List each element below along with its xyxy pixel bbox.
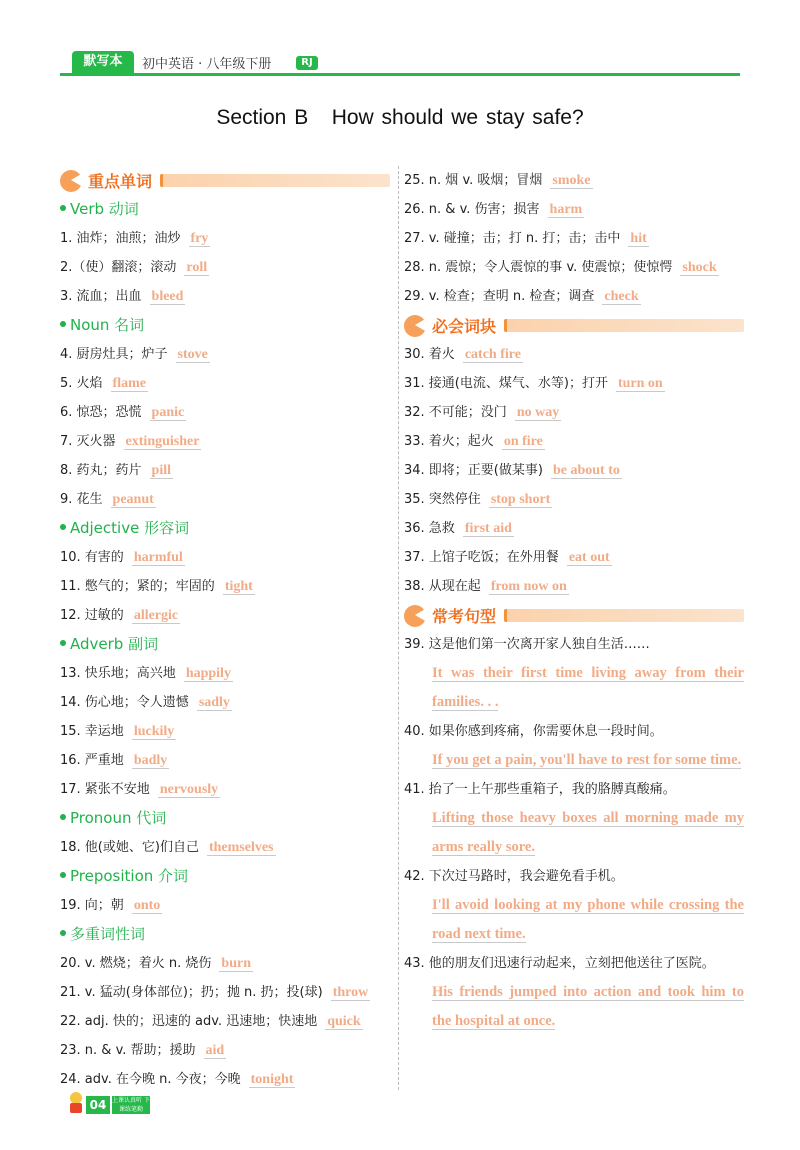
vocab-item <box>404 398 744 427</box>
vocab-prompt: 23. n. & v. 帮助；援助 <box>60 1043 196 1058</box>
vocab-prompt: 21. v. 猛动(身体部位)；扔；抛 n. 扔；投(球) <box>60 985 323 1000</box>
vocab-answer: from now on <box>490 579 567 594</box>
vocab-answer: badly <box>133 753 168 768</box>
vocab-item <box>404 427 744 456</box>
vocab-answer: throw <box>332 985 369 1000</box>
edition-badge: RJ <box>296 56 318 70</box>
sentence-item <box>404 949 744 1036</box>
vocab-prompt: 9. 花生 <box>60 492 103 507</box>
right-column <box>404 166 744 1036</box>
bullet-dot <box>60 872 66 878</box>
vocab-answer: onto <box>133 898 161 913</box>
vocab-item <box>404 195 744 224</box>
vocab-answer: panic <box>151 405 185 420</box>
vocab-prompt: 17. 紧张不安地 <box>60 782 150 797</box>
vocab-prompt: 6. 惊恐；恐慌 <box>60 405 142 420</box>
vocab-prompt: 25. n. 烟 v. 吸烟；冒烟 <box>404 173 543 188</box>
pacman-icon <box>404 315 426 337</box>
vocab-item <box>404 456 744 485</box>
category-label: 多重词性词 <box>70 925 146 943</box>
vocab-item <box>404 369 744 398</box>
page-footer <box>62 1096 152 1116</box>
category-heading <box>60 311 390 340</box>
vocab-answer: sadly <box>198 695 230 710</box>
vocab-item <box>404 340 744 369</box>
column-divider <box>398 166 399 1090</box>
vocab-item <box>60 427 390 456</box>
vocab-answer: hit <box>630 231 647 246</box>
sentence-answer: If you get a pain, you'll have to rest for some time. <box>432 752 742 768</box>
vocab-answer: peanut <box>112 492 154 507</box>
vocab-prompt: 2.（使）翻滚；滚动 <box>60 260 177 275</box>
page-header <box>60 46 740 76</box>
vocab-item <box>60 717 390 746</box>
vocab-item <box>404 253 744 282</box>
vocab-item <box>404 224 744 253</box>
vocab-answer: no way <box>516 405 560 420</box>
sentence-answer-block <box>432 746 744 775</box>
vocab-answer: aid <box>205 1043 225 1058</box>
vocab-item <box>404 282 744 311</box>
vocab-prompt: 35. 突然停住 <box>404 492 481 507</box>
vocab-item <box>60 456 390 485</box>
vocab-prompt: 1. 油炸；油煎；油炒 <box>60 231 181 246</box>
vocab-answer: allergic <box>133 608 179 623</box>
pacman-icon <box>60 170 82 192</box>
vocab-answer: extinguisher <box>125 434 200 449</box>
section-heading-label: 必会词块 <box>432 317 497 336</box>
vocab-prompt: 38. 从现在起 <box>404 579 481 594</box>
vocab-item <box>60 485 390 514</box>
category-heading <box>60 195 390 224</box>
bullet-dot <box>60 930 66 936</box>
vocab-prompt: 3. 流血；出血 <box>60 289 142 304</box>
pacman-icon <box>404 605 426 627</box>
vocab-item <box>60 775 390 804</box>
vocab-item <box>60 949 390 978</box>
vocab-answer: stove <box>177 347 208 362</box>
header-rule <box>60 73 740 76</box>
sentence-item <box>404 717 744 775</box>
section-heading <box>60 166 390 195</box>
bullet-dot <box>60 321 66 327</box>
vocab-answer: nervously <box>159 782 219 797</box>
sentence-answer-block <box>432 659 744 717</box>
category-heading <box>60 630 390 659</box>
vocab-prompt: 32. 不可能；没门 <box>404 405 507 420</box>
vocab-answer: burn <box>221 956 251 971</box>
vocab-prompt: 8. 药丸；药片 <box>60 463 142 478</box>
vocab-prompt: 28. n. 震惊；令人震惊的事 v. 使震惊；使惊愕 <box>404 260 673 275</box>
category-label: Verb 动词 <box>70 200 139 218</box>
category-label: Noun 名词 <box>70 316 145 334</box>
vocab-prompt: 29. v. 检查；查明 n. 检查；调查 <box>404 289 595 304</box>
section-heading-bar <box>504 319 744 332</box>
vocab-item <box>404 572 744 601</box>
sentence-answer-block <box>432 891 744 949</box>
vocab-item <box>60 688 390 717</box>
category-label: Adjective 形容词 <box>70 519 190 537</box>
sentence-answer: His friends jumped into action and took him to the hospital at once. <box>432 984 744 1029</box>
sentence-prompt: 41. 抬了一上午那些重箱子，我的胳膊真酸痛。 <box>404 782 676 797</box>
vocab-answer: shock <box>682 260 717 275</box>
vocab-answer: luckily <box>133 724 175 739</box>
section-heading-label: 常考句型 <box>432 607 497 626</box>
section-heading-bar <box>504 609 744 622</box>
sentence-answer-block <box>432 804 744 862</box>
sentence-item <box>404 630 744 717</box>
vocab-prompt: 12. 过敏的 <box>60 608 124 623</box>
sentence-prompt: 42. 下次过马路时，我会避免看手机。 <box>404 869 624 884</box>
vocab-item <box>404 166 744 195</box>
section-heading <box>404 601 744 630</box>
vocab-item <box>404 485 744 514</box>
vocab-answer: first aid <box>464 521 512 536</box>
vocab-item <box>60 601 390 630</box>
vocab-prompt: 30. 着火 <box>404 347 455 362</box>
sentence-item <box>404 775 744 862</box>
vocab-answer: eat out <box>568 550 610 565</box>
vocab-answer: harmful <box>133 550 183 565</box>
vocab-prompt: 11. 憋气的；紧的；牢固的 <box>60 579 215 594</box>
vocab-prompt: 19. 向；朝 <box>60 898 124 913</box>
vocab-prompt: 16. 严重地 <box>60 753 124 768</box>
vocab-answer: be about to <box>552 463 620 478</box>
vocab-item <box>60 543 390 572</box>
page-title: Section B How should we stay safe? <box>216 106 584 129</box>
sentence-prompt: 39. 这是他们第一次离开家人独自生活…… <box>404 637 650 652</box>
vocab-prompt: 33. 着火；起火 <box>404 434 494 449</box>
vocab-item <box>60 1065 390 1094</box>
vocab-item <box>60 282 390 311</box>
section-heading <box>404 311 744 340</box>
category-heading <box>60 804 390 833</box>
vocab-prompt: 10. 有害的 <box>60 550 124 565</box>
vocab-item <box>60 746 390 775</box>
vocab-answer: pill <box>151 463 172 478</box>
bullet-dot <box>60 640 66 646</box>
vocab-answer: themselves <box>208 840 274 855</box>
vocab-item <box>60 978 390 1007</box>
vocab-item <box>60 1007 390 1036</box>
vocab-prompt: 31. 接通(电流、煤气、水等)；打开 <box>404 376 608 391</box>
vocab-answer: bleed <box>151 289 184 304</box>
notebook-badge: 默写本 <box>72 51 134 73</box>
section-heading-label: 重点单词 <box>88 172 153 191</box>
vocab-prompt: 4. 厨房灶具；炉子 <box>60 347 168 362</box>
vocab-answer: on fire <box>503 434 543 449</box>
bullet-dot <box>60 205 66 211</box>
vocab-prompt: 20. v. 燃烧；着火 n. 烧伤 <box>60 956 212 971</box>
vocab-item <box>60 224 390 253</box>
vocab-item <box>404 514 744 543</box>
vocab-prompt: 34. 即将；正要(做某事) <box>404 463 543 478</box>
vocab-answer: fry <box>190 231 209 246</box>
category-heading <box>60 920 390 949</box>
vocab-prompt: 13. 快乐地；高兴地 <box>60 666 176 681</box>
book-title: 初中英语 · 八年级下册 <box>142 57 272 72</box>
vocab-prompt: 18. 他(或她、它)们自己 <box>60 840 199 855</box>
vocab-prompt: 5. 火焰 <box>60 376 103 391</box>
vocab-item <box>60 253 390 282</box>
vocab-answer: turn on <box>617 376 663 391</box>
vocab-answer: check <box>604 289 639 304</box>
sentence-answer: I'll avoid looking at my phone while crossing the road next time. <box>432 897 744 942</box>
vocab-prompt: 7. 灭火器 <box>60 434 116 449</box>
vocab-prompt: 27. v. 碰撞；击；打 n. 打；击；击中 <box>404 231 621 246</box>
vocab-answer: stop short <box>490 492 551 507</box>
sentence-prompt: 43. 他的朋友们迅速行动起来，立刻把他送往了医院。 <box>404 956 715 971</box>
vocab-prompt: 15. 幸运地 <box>60 724 124 739</box>
vocab-prompt: 14. 伤心地；令人遗憾 <box>60 695 189 710</box>
category-label: Preposition 介词 <box>70 867 189 885</box>
vocab-item <box>60 659 390 688</box>
sentence-answer: Lifting those heavy boxes all morning made my arms really sore. <box>432 810 744 855</box>
page-number: 04 <box>86 1096 110 1114</box>
vocab-answer: harm <box>549 202 583 217</box>
vocab-prompt: 24. adv. 在今晚 n. 今夜；今晚 <box>60 1072 241 1087</box>
sentence-answer: It was their first time living away from their families. . . <box>432 665 744 710</box>
vocab-answer: tonight <box>250 1072 294 1087</box>
vocab-item <box>60 833 390 862</box>
vocab-item <box>60 398 390 427</box>
footer-slogan: 上课认真听 下课练笔勤 <box>112 1097 150 1113</box>
vocab-prompt: 22. adj. 快的；迅速的 adv. 迅速地；快速地 <box>60 1014 318 1029</box>
sentence-prompt: 40. 如果你感到疼痛，你需要休息一段时间。 <box>404 724 663 739</box>
mascot-icon <box>66 1090 86 1114</box>
vocab-item <box>60 572 390 601</box>
vocab-item <box>404 543 744 572</box>
vocab-answer: catch fire <box>464 347 521 362</box>
vocab-answer: roll <box>186 260 208 275</box>
sentence-item <box>404 862 744 949</box>
vocab-prompt: 37. 上馆子吃饭；在外用餐 <box>404 550 559 565</box>
vocab-answer: happily <box>185 666 231 681</box>
sentence-answer-block <box>432 978 744 1036</box>
section-heading-bar <box>160 174 390 187</box>
vocab-answer: smoke <box>552 173 591 188</box>
category-label: Pronoun 代词 <box>70 809 167 827</box>
vocab-item <box>60 1036 390 1065</box>
vocab-prompt: 26. n. & v. 伤害；损害 <box>404 202 540 217</box>
vocab-item <box>60 369 390 398</box>
vocab-answer: flame <box>112 376 146 391</box>
vocab-item <box>60 340 390 369</box>
vocab-prompt: 36. 急救 <box>404 521 455 536</box>
bullet-dot <box>60 814 66 820</box>
category-heading <box>60 862 390 891</box>
vocab-answer: quick <box>327 1014 361 1029</box>
vocab-answer: tight <box>224 579 253 594</box>
category-label: Adverb 副词 <box>70 635 159 653</box>
category-heading <box>60 514 390 543</box>
left-column <box>60 166 390 1094</box>
bullet-dot <box>60 524 66 530</box>
vocab-item <box>60 891 390 920</box>
